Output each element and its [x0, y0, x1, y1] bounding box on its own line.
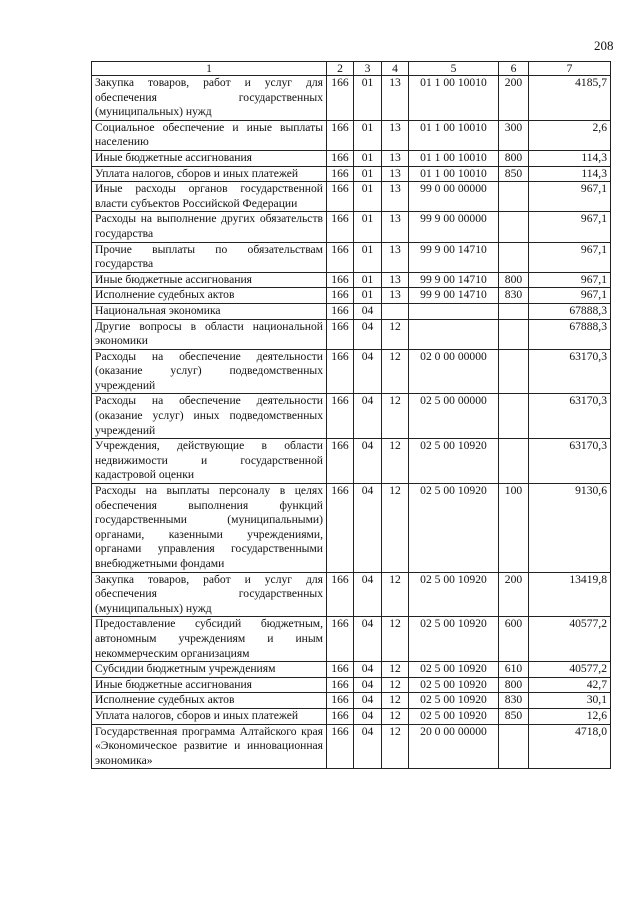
target-article-cell: 99 9 00 14710: [409, 242, 499, 272]
section-cell: 04: [354, 617, 382, 662]
target-article-cell: 01 1 00 10010: [409, 166, 499, 182]
row-name-cell: Расходы на выплаты персоналу в целях обеспечения выполнения функций государственными (муниципальными) органами, казенными учреждениями, органами управления государственными внебюджетными фондами: [92, 484, 327, 573]
page-number: 208: [594, 38, 614, 53]
row-name-cell: Иные расходы органов государственной власти субъектов Российской Федерации: [92, 182, 327, 212]
admin-code-cell: 166: [327, 242, 354, 272]
row-name-cell: Социальное обеспечение и иные выплаты населению: [92, 120, 327, 150]
amount-cell: 9130,6: [529, 484, 611, 573]
expense-type-cell: [499, 212, 529, 242]
section-cell: 01: [354, 120, 382, 150]
target-article-cell: 99 9 00 14710: [409, 288, 499, 304]
target-article-cell: [409, 303, 499, 319]
amount-cell: 967,1: [529, 288, 611, 304]
expense-type-cell: [499, 303, 529, 319]
admin-code-cell: 166: [327, 349, 354, 394]
table-row: [92, 439, 611, 484]
subsection-cell: 12: [382, 724, 409, 769]
section-cell: 04: [354, 484, 382, 573]
table-row: [92, 303, 611, 319]
expense-type-cell: 850: [499, 166, 529, 182]
table-row: [92, 166, 611, 182]
row-name-cell: Субсидии бюджетным учреждениям: [92, 662, 327, 678]
amount-cell: 63170,3: [529, 349, 611, 394]
column-header: 5: [409, 62, 499, 76]
admin-code-cell: 166: [327, 288, 354, 304]
table-row: [92, 677, 611, 693]
expense-type-cell: 800: [499, 150, 529, 166]
table-row: [92, 572, 611, 617]
section-cell: 01: [354, 166, 382, 182]
target-article-cell: 20 0 00 00000: [409, 724, 499, 769]
amount-cell: 114,3: [529, 166, 611, 182]
section-cell: 01: [354, 212, 382, 242]
subsection-cell: 13: [382, 272, 409, 288]
amount-cell: 13419,8: [529, 572, 611, 617]
column-header: 3: [354, 62, 382, 76]
expense-type-cell: 800: [499, 677, 529, 693]
table-row: [92, 724, 611, 769]
admin-code-cell: 166: [327, 394, 354, 439]
section-cell: 04: [354, 693, 382, 709]
column-header: 6: [499, 62, 529, 76]
subsection-cell: 12: [382, 693, 409, 709]
section-cell: 04: [354, 572, 382, 617]
subsection-cell: 12: [382, 662, 409, 678]
amount-cell: 63170,3: [529, 394, 611, 439]
expense-type-cell: [499, 182, 529, 212]
table-row: [92, 150, 611, 166]
target-article-cell: 02 5 00 10920: [409, 677, 499, 693]
row-name-cell: Расходы на выполнение других обязательств государства: [92, 212, 327, 242]
amount-cell: 114,3: [529, 150, 611, 166]
subsection-cell: 12: [382, 319, 409, 349]
section-cell: 01: [354, 242, 382, 272]
subsection-cell: [382, 303, 409, 319]
expense-type-cell: 800: [499, 272, 529, 288]
admin-code-cell: 166: [327, 693, 354, 709]
admin-code-cell: 166: [327, 708, 354, 724]
section-cell: 04: [354, 439, 382, 484]
subsection-cell: 12: [382, 484, 409, 573]
amount-cell: 42,7: [529, 677, 611, 693]
column-header: 7: [529, 62, 611, 76]
subsection-cell: 12: [382, 439, 409, 484]
target-article-cell: 02 5 00 10920: [409, 617, 499, 662]
target-article-cell: 99 0 00 00000: [409, 182, 499, 212]
subsection-cell: 12: [382, 677, 409, 693]
table-row: [92, 288, 611, 304]
expense-type-cell: 830: [499, 693, 529, 709]
expense-type-cell: 830: [499, 288, 529, 304]
subsection-cell: 13: [382, 76, 409, 121]
expense-type-cell: [499, 724, 529, 769]
expense-type-cell: [499, 349, 529, 394]
target-article-cell: 01 1 00 10010: [409, 76, 499, 121]
column-header: 1: [92, 62, 327, 76]
expense-type-cell: [499, 242, 529, 272]
budget-table: [91, 61, 611, 769]
admin-code-cell: 166: [327, 150, 354, 166]
section-cell: 04: [354, 662, 382, 678]
table-row: [92, 182, 611, 212]
subsection-cell: 13: [382, 288, 409, 304]
section-cell: 04: [354, 724, 382, 769]
admin-code-cell: 166: [327, 662, 354, 678]
section-cell: 01: [354, 76, 382, 121]
table-row: [92, 212, 611, 242]
table-row: [92, 272, 611, 288]
amount-cell: 4718,0: [529, 724, 611, 769]
target-article-cell: 02 5 00 10920: [409, 439, 499, 484]
admin-code-cell: 166: [327, 617, 354, 662]
admin-code-cell: 166: [327, 319, 354, 349]
table-row: [92, 319, 611, 349]
column-header: 2: [327, 62, 354, 76]
row-name-cell: Прочие выплаты по обязательствам государства: [92, 242, 327, 272]
row-name-cell: Исполнение судебных актов: [92, 693, 327, 709]
row-name-cell: Национальная экономика: [92, 303, 327, 319]
expense-type-cell: 600: [499, 617, 529, 662]
amount-cell: 40577,2: [529, 662, 611, 678]
subsection-cell: 12: [382, 617, 409, 662]
table-row: [92, 349, 611, 394]
table-row: [92, 662, 611, 678]
amount-cell: 4185,7: [529, 76, 611, 121]
expense-type-cell: [499, 319, 529, 349]
target-article-cell: 01 1 00 10010: [409, 150, 499, 166]
section-cell: 04: [354, 319, 382, 349]
section-cell: 04: [354, 394, 382, 439]
expense-type-cell: [499, 439, 529, 484]
section-cell: 01: [354, 288, 382, 304]
admin-code-cell: 166: [327, 724, 354, 769]
admin-code-cell: 166: [327, 166, 354, 182]
section-cell: 01: [354, 272, 382, 288]
subsection-cell: 13: [382, 166, 409, 182]
amount-cell: 12,6: [529, 708, 611, 724]
amount-cell: 30,1: [529, 693, 611, 709]
subsection-cell: 12: [382, 708, 409, 724]
amount-cell: 967,1: [529, 212, 611, 242]
amount-cell: 967,1: [529, 272, 611, 288]
table-row: [92, 693, 611, 709]
expense-type-cell: 300: [499, 120, 529, 150]
row-name-cell: Уплата налогов, сборов и иных платежей: [92, 708, 327, 724]
admin-code-cell: 166: [327, 303, 354, 319]
subsection-cell: 12: [382, 394, 409, 439]
row-name-cell: Государственная программа Алтайского края «Экономическое развитие и инновационная экономика»: [92, 724, 327, 769]
target-article-cell: 02 5 00 10920: [409, 572, 499, 617]
row-name-cell: Расходы на обеспечение деятельности (оказание услуг) иных подведомственных учреждений: [92, 394, 327, 439]
row-name-cell: Уплата налогов, сборов и иных платежей: [92, 166, 327, 182]
expense-type-cell: 200: [499, 572, 529, 617]
section-cell: 04: [354, 303, 382, 319]
amount-cell: 2,6: [529, 120, 611, 150]
subsection-cell: 13: [382, 242, 409, 272]
admin-code-cell: 166: [327, 76, 354, 121]
amount-cell: 67888,3: [529, 303, 611, 319]
expense-type-cell: 850: [499, 708, 529, 724]
admin-code-cell: 166: [327, 677, 354, 693]
subsection-cell: 13: [382, 150, 409, 166]
target-article-cell: 02 0 00 00000: [409, 349, 499, 394]
amount-cell: 40577,2: [529, 617, 611, 662]
admin-code-cell: 166: [327, 272, 354, 288]
target-article-cell: 99 9 00 00000: [409, 212, 499, 242]
table-row: [92, 120, 611, 150]
admin-code-cell: 166: [327, 439, 354, 484]
admin-code-cell: 166: [327, 212, 354, 242]
row-name-cell: Закупка товаров, работ и услуг для обеспечения государственных (муниципальных) нужд: [92, 76, 327, 121]
admin-code-cell: 166: [327, 120, 354, 150]
target-article-cell: 02 5 00 10920: [409, 693, 499, 709]
row-name-cell: Исполнение судебных актов: [92, 288, 327, 304]
subsection-cell: 13: [382, 120, 409, 150]
section-cell: 04: [354, 349, 382, 394]
target-article-cell: 02 5 00 10920: [409, 662, 499, 678]
row-name-cell: Расходы на обеспечение деятельности (оказание услуг) подведомственных учреждений: [92, 349, 327, 394]
section-cell: 04: [354, 677, 382, 693]
target-article-cell: 99 9 00 14710: [409, 272, 499, 288]
row-name-cell: Иные бюджетные ассигнования: [92, 150, 327, 166]
row-name-cell: Иные бюджетные ассигнования: [92, 272, 327, 288]
row-name-cell: Предоставление субсидий бюджетным, автономным учреждениям и иным некоммерческим организациям: [92, 617, 327, 662]
target-article-cell: 02 5 00 10920: [409, 484, 499, 573]
admin-code-cell: 166: [327, 182, 354, 212]
amount-cell: 63170,3: [529, 439, 611, 484]
table-row: [92, 484, 611, 573]
admin-code-cell: 166: [327, 484, 354, 573]
expense-type-cell: 100: [499, 484, 529, 573]
column-header: 4: [382, 62, 409, 76]
section-cell: 04: [354, 708, 382, 724]
subsection-cell: 13: [382, 182, 409, 212]
target-article-cell: 01 1 00 10010: [409, 120, 499, 150]
table-row: [92, 242, 611, 272]
subsection-cell: 13: [382, 212, 409, 242]
subsection-cell: 12: [382, 349, 409, 394]
target-article-cell: [409, 319, 499, 349]
table-row: [92, 708, 611, 724]
row-name-cell: Иные бюджетные ассигнования: [92, 677, 327, 693]
expense-type-cell: 200: [499, 76, 529, 121]
expense-type-cell: 610: [499, 662, 529, 678]
row-name-cell: Учреждения, действующие в области недвижимости и государственной кадастровой оценки: [92, 439, 327, 484]
table-row: [92, 617, 611, 662]
amount-cell: 967,1: [529, 242, 611, 272]
target-article-cell: 02 5 00 00000: [409, 394, 499, 439]
target-article-cell: 02 5 00 10920: [409, 708, 499, 724]
section-cell: 01: [354, 182, 382, 212]
subsection-cell: 12: [382, 572, 409, 617]
admin-code-cell: 166: [327, 572, 354, 617]
header-row: [92, 62, 611, 76]
amount-cell: 67888,3: [529, 319, 611, 349]
row-name-cell: Другие вопросы в области национальной экономики: [92, 319, 327, 349]
table-row: [92, 76, 611, 121]
amount-cell: 967,1: [529, 182, 611, 212]
section-cell: 01: [354, 150, 382, 166]
expense-type-cell: [499, 394, 529, 439]
table-row: [92, 394, 611, 439]
row-name-cell: Закупка товаров, работ и услуг для обеспечения государственных (муниципальных) нужд: [92, 572, 327, 617]
